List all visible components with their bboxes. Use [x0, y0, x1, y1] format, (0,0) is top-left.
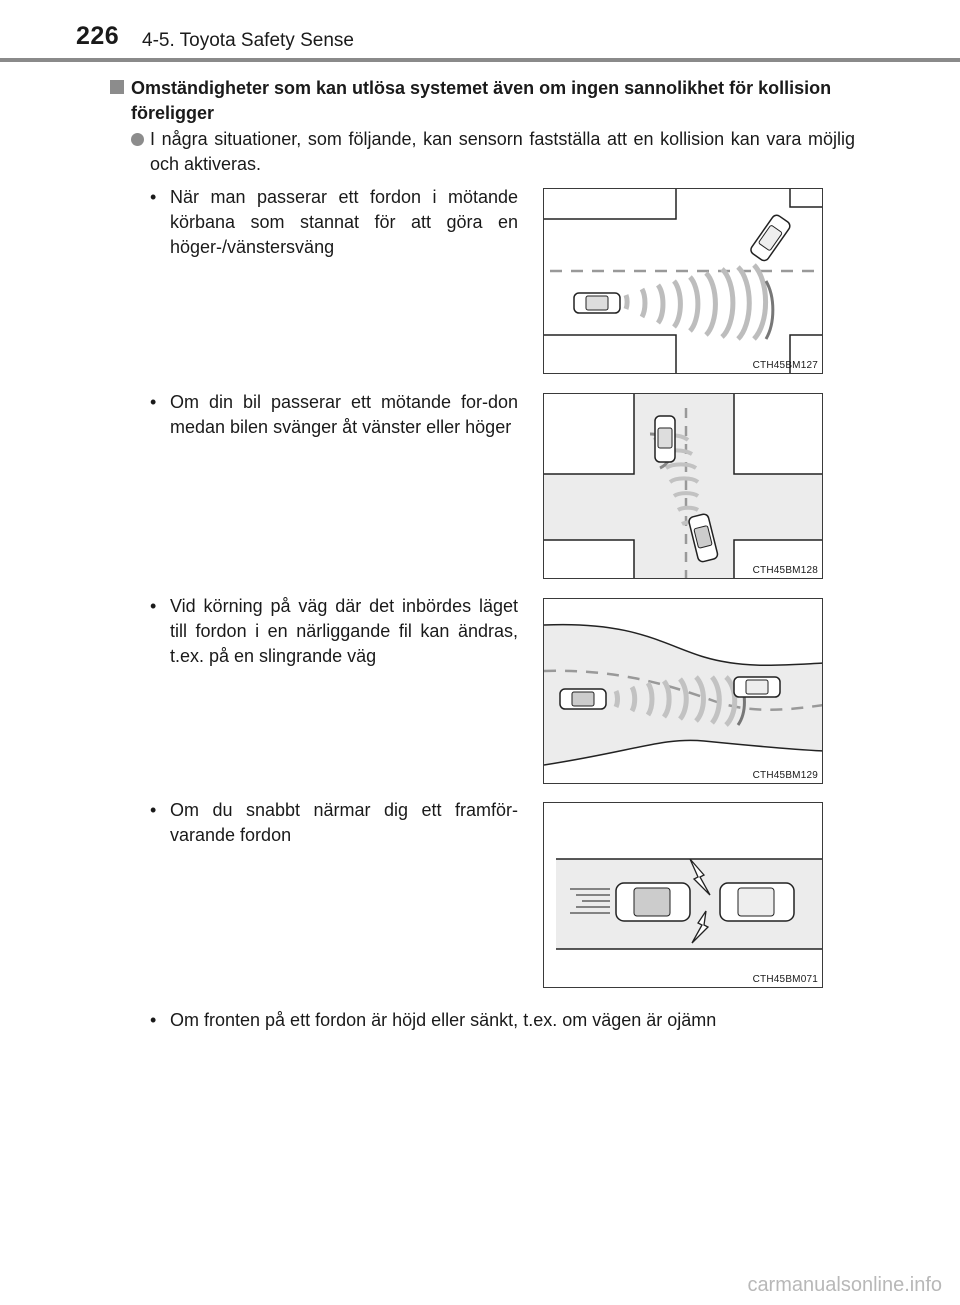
figure-code: CTH45BM071: [752, 974, 818, 985]
own-car-icon: [560, 689, 606, 709]
list-bullet: •: [150, 596, 157, 616]
oncoming-car-icon: [655, 416, 675, 462]
list-bullet: •: [150, 1010, 157, 1030]
list-item-text: När man passerar ett fordon i mötande körbana som stannat för att göra en höger-/vänstersväng: [170, 187, 518, 257]
figure-oncoming-turning-vehicle: [543, 188, 823, 374]
list-bullet: •: [150, 800, 157, 820]
list-item: [150, 798, 518, 848]
list-item-text: Om fronten på ett fordon är höjd eller sänkt, t.ex. om vägen är ojämn: [170, 1010, 717, 1030]
adjacent-car-icon: [734, 677, 780, 697]
page-header: [0, 0, 960, 62]
figure-code: CTH45BM128: [752, 565, 818, 576]
list-bullet: •: [150, 392, 157, 412]
figure-rapid-approach: [543, 802, 823, 988]
figure-turning-passing-vehicle: [543, 393, 823, 579]
list-item: [150, 1008, 850, 1033]
square-bullet-icon: [110, 80, 124, 94]
front-car-icon: [720, 883, 794, 921]
list-item: [150, 594, 518, 669]
oncoming-car-icon: [749, 213, 792, 262]
section-heading: Omständigheter som kan utlösa systemet även om ingen sannolikhet för kollision föreligger: [131, 78, 832, 123]
page-number: 226: [76, 22, 120, 50]
circle-bullet-icon: [131, 133, 144, 146]
own-car-icon: [574, 293, 620, 313]
list-item: [150, 390, 518, 440]
own-car-icon: [616, 883, 690, 921]
section-title: 4-5. Toyota Safety Sense: [142, 30, 354, 51]
list-item-text: Om du snabbt närmar dig ett framför-varande fordon: [170, 800, 518, 845]
watermark: carmanualsonline.info: [747, 1274, 942, 1296]
list-item-text: Om din bil passerar ett mötande for-don medan bilen svänger åt vänster eller höger: [170, 392, 518, 437]
header-rule: [0, 58, 960, 62]
intro-paragraph: I några situationer, som följande, kan sensorn fastställa att en kollision kan vara möjlig och aktiveras.: [150, 129, 855, 174]
list-item: [150, 185, 518, 260]
figure-code: CTH45BM127: [752, 360, 818, 371]
list-bullet: •: [150, 187, 157, 207]
list-item-text: Vid körning på väg där det inbördes läget till fordon i en närliggande fil kan ändras, t.ex. på en slingrande väg: [170, 596, 518, 666]
figure-code: CTH45BM129: [752, 770, 818, 781]
figure-winding-road: [543, 598, 823, 784]
